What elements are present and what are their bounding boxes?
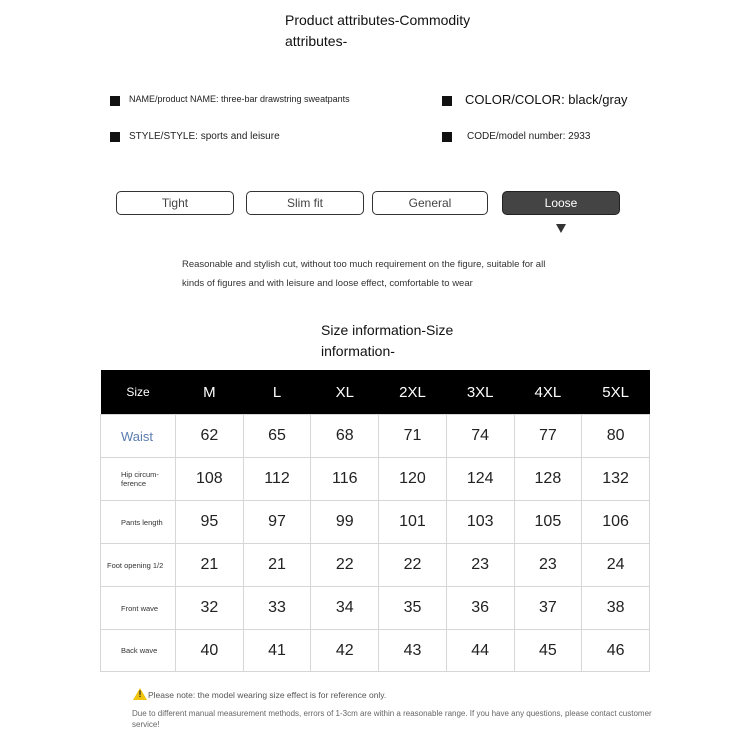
- table-cell: 124: [446, 458, 514, 501]
- attribute-style: STYLE/STYLE: sports and leisure: [129, 131, 280, 142]
- table-cell: 68: [311, 415, 379, 458]
- table-cell: 101: [379, 501, 447, 544]
- table-cell: 32: [176, 587, 244, 630]
- table-cell: 34: [311, 587, 379, 630]
- header-5xl: 5XL: [582, 370, 650, 415]
- table-cell: 65: [243, 415, 311, 458]
- table-cell: 22: [311, 544, 379, 587]
- table-cell: 42: [311, 630, 379, 672]
- table-cell: 38: [582, 587, 650, 630]
- attribute-color: COLOR/COLOR: black/gray: [465, 92, 628, 107]
- size-table-header: [101, 370, 650, 415]
- table-cell: 23: [446, 544, 514, 587]
- row-label-hip: Hip circum-ference: [101, 458, 176, 501]
- table-row: [101, 501, 650, 544]
- table-cell: 108: [176, 458, 244, 501]
- header-2xl: 2XL: [379, 370, 447, 415]
- header-m: M: [176, 370, 244, 415]
- bullet-icon: [442, 96, 452, 106]
- header-xl: XL: [311, 370, 379, 415]
- size-table: [100, 370, 650, 672]
- table-row: [101, 415, 650, 458]
- fit-option-loose: Loose: [502, 191, 620, 215]
- table-row: [101, 587, 650, 630]
- header-3xl: 3XL: [446, 370, 514, 415]
- bullet-icon: [110, 96, 120, 106]
- table-cell: 35: [379, 587, 447, 630]
- table-cell: 77: [514, 415, 582, 458]
- table-cell: 24: [582, 544, 650, 587]
- table-row: [101, 630, 650, 672]
- table-cell: 46: [582, 630, 650, 672]
- row-label-waist: Waist: [101, 415, 176, 458]
- row-label-back-wave: Back wave: [101, 630, 176, 672]
- table-cell: 40: [176, 630, 244, 672]
- fit-option-general: General: [372, 191, 488, 215]
- table-cell: 97: [243, 501, 311, 544]
- fit-option-tight: Tight: [116, 191, 234, 215]
- table-cell: 43: [379, 630, 447, 672]
- table-cell: 37: [514, 587, 582, 630]
- table-cell: 23: [514, 544, 582, 587]
- row-label-foot-opening: Foot opening 1/2: [101, 544, 176, 587]
- note-line-2: Due to different manual measurement methods, errors of 1-3cm are within a reasonable range. If you have any questions, please contact customer service!: [132, 709, 652, 729]
- table-cell: 71: [379, 415, 447, 458]
- table-cell: 21: [176, 544, 244, 587]
- table-row: [101, 544, 650, 587]
- table-cell: 45: [514, 630, 582, 672]
- note-line-1: Please note: the model wearing size effect is for reference only.: [148, 690, 387, 700]
- bullet-icon: [110, 132, 120, 142]
- size-heading: Size information-Size information-: [321, 322, 454, 359]
- row-label-front-wave: Front wave: [101, 587, 176, 630]
- selected-indicator-icon: [556, 224, 566, 233]
- table-cell: 132: [582, 458, 650, 501]
- table-cell: 105: [514, 501, 582, 544]
- attribute-code: CODE/model number: 2933: [467, 131, 591, 142]
- row-label-pants-length: Pants length: [101, 501, 176, 544]
- fit-description: Reasonable and stylish cut, without too much requirement on the figure, suitable for all kinds of figures and with leisure and loose effect, comfortable to wear: [182, 259, 546, 289]
- header-4xl: 4XL: [514, 370, 582, 415]
- fit-option-slim-fit: Slim fit: [246, 191, 364, 215]
- warning-icon-mark: !: [138, 689, 142, 699]
- table-cell: 80: [582, 415, 650, 458]
- table-cell: 22: [379, 544, 447, 587]
- attribute-name: NAME/product NAME: three-bar drawstring sweatpants: [129, 94, 350, 104]
- table-cell: 33: [243, 587, 311, 630]
- header-l: L: [243, 370, 311, 415]
- table-cell: 62: [176, 415, 244, 458]
- table-cell: 128: [514, 458, 582, 501]
- table-row: [101, 458, 650, 501]
- attributes-heading: Product attributes-Commodity attributes-: [285, 12, 471, 49]
- table-cell: 21: [243, 544, 311, 587]
- table-cell: 95: [176, 501, 244, 544]
- table-cell: 106: [582, 501, 650, 544]
- table-cell: 103: [446, 501, 514, 544]
- table-cell: 36: [446, 587, 514, 630]
- table-cell: 41: [243, 630, 311, 672]
- header-size: Size: [101, 370, 176, 415]
- table-cell: 44: [446, 630, 514, 672]
- table-cell: 74: [446, 415, 514, 458]
- table-cell: 120: [379, 458, 447, 501]
- bullet-icon: [442, 132, 452, 142]
- table-cell: 116: [311, 458, 379, 501]
- table-cell: 99: [311, 501, 379, 544]
- table-cell: 112: [243, 458, 311, 501]
